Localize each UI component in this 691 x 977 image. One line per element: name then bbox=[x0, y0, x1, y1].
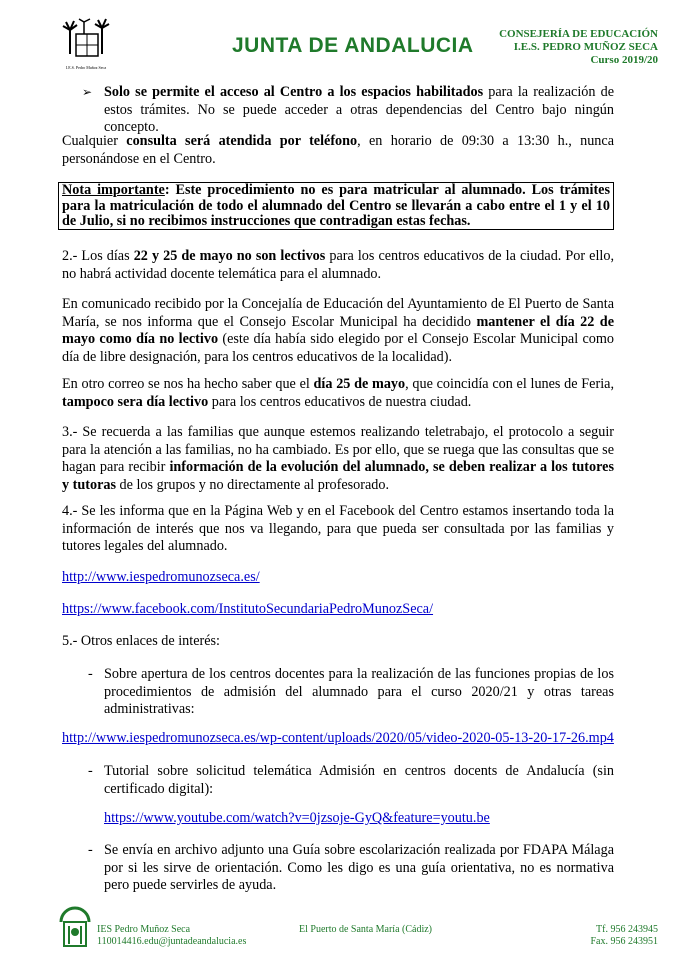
paragraph-section3 bbox=[62, 424, 614, 494]
phone-bold: consulta será atendida por teléfono bbox=[126, 133, 358, 149]
list-item-admision: Sobre apertura de los centros docentes para la realización de las funciones propias de los procedimientos de admisión del alumnado para el curso 2020/21 y otras tareas administrativas: bbox=[104, 666, 614, 717]
access-text: para la realización de estos trámites. No se puede acceder a otras dependencias del Centro bajo ningún concepto. bbox=[104, 84, 614, 135]
feria-bold1: día 25 de mayo bbox=[313, 376, 406, 392]
footer-city: El Puerto de Santa María (Cádiz) bbox=[299, 924, 433, 935]
paragraph-section4: 4.- Se les informa que en la Página Web y en el Facebook del Centro estamos insertando toda la información de interés que nos va llegando, para que pueda ser consultada por las familias y tutores legales del alumnado. bbox=[62, 503, 614, 554]
logo-caption: I.E.S. Pedro Muñoz Seca bbox=[65, 65, 107, 70]
video-link[interactable]: http://www.iespedromunozseca.es/wp-content/uploads/2020/05/video-2020-05-13-20-17-26.mp4 bbox=[62, 730, 614, 746]
dash-bullet: - bbox=[88, 842, 93, 858]
page-title: JUNTA DE ANDALUCIA bbox=[232, 34, 474, 57]
dash-bullet: - bbox=[88, 763, 93, 779]
conc-bold: mantener el día 22 de mayo como día no lectivo bbox=[62, 313, 614, 347]
phone-text-a: Cualquier bbox=[62, 133, 127, 149]
website-link[interactable]: http://www.iespedromunozseca.es/ bbox=[62, 569, 260, 585]
conc-c: (este día había sido elegido por el Consejo Escolar Municipal como día de libre designación, para los centros educativos de la localidad). bbox=[62, 331, 615, 365]
footer-school: IES Pedro Muñoz Seca bbox=[97, 924, 191, 935]
feria-c: , que coincidía con el lunes de Feria, bbox=[405, 376, 614, 392]
header-institution bbox=[499, 28, 658, 67]
header-line3: Curso 2019/20 bbox=[590, 54, 658, 66]
facebook-link[interactable]: https://www.facebook.com/InstitutoSecundariaPedroMunozSeca/ bbox=[62, 601, 434, 617]
footer-email: 110014416.edu@juntadeandalucia.es bbox=[97, 936, 247, 947]
phone-text-c: , en horario de 09:30 a 13:30 h., nunca personándose en el Centro. bbox=[62, 133, 614, 167]
access-bold: Solo se permite el acceso al Centro a los espacios habilitados bbox=[104, 84, 484, 100]
paragraph-phone bbox=[62, 133, 614, 168]
paragraph-concejalia bbox=[62, 296, 614, 366]
header-line1: CONSEJERÍA DE EDUCACIÓN bbox=[499, 28, 658, 40]
paragraph-access bbox=[104, 84, 614, 137]
paragraph-feria bbox=[62, 376, 614, 411]
sec3-bold: información de la evolución del alumnado, se deben realizar a los tutores y tutoras bbox=[62, 459, 614, 493]
school-logo bbox=[60, 14, 112, 70]
sec2-c: para los centros educativos de la ciudad. Por ello, no habrá actividad docente telemática para el alumnado. bbox=[62, 248, 614, 282]
note-text: : Este procedimiento no es para matricular al alumnado. Los trámites para la matriculación de todo el alumnado del Centro se llevarán a cabo entre el 1 y el 10 de Julio, si no recibimos instrucciones que contradigan estas fechas. bbox=[62, 182, 610, 229]
conc-a: En comunicado recibido por la Concejalía de Educación del Ayuntamiento de El Puerto de Santa María, se nos informa que el Consejo Escolar Municipal ha decidido bbox=[62, 296, 614, 330]
feria-bold2: tampoco sera día lectivo bbox=[62, 393, 209, 410]
header-line2: I.E.S. PEDRO MUÑOZ SECA bbox=[513, 41, 658, 53]
sec2-bold: 22 y 25 de mayo no son lectivos bbox=[133, 248, 326, 264]
paragraph-section2 bbox=[62, 248, 614, 283]
dash-bullet: - bbox=[88, 666, 93, 682]
important-note-box bbox=[58, 182, 614, 230]
youtube-link[interactable]: https://www.youtube.com/watch?v=0jzsoje-GyQ&feature=youtu.be bbox=[104, 810, 490, 826]
junta-logo-icon bbox=[58, 898, 92, 950]
arrow-bullet-icon: ➢ bbox=[82, 85, 93, 99]
footer-fax: Fax. 956 243951 bbox=[590, 936, 658, 947]
feria-a: En otro correo se nos ha hecho saber que el bbox=[62, 376, 314, 392]
list-item-tutorial: Tutorial sobre solicitud telemática Admisión en centros docents de Andalucía (sin certificado digital): bbox=[104, 763, 614, 797]
paragraph-section5: 5.- Otros enlaces de interés: bbox=[62, 633, 220, 649]
sec2-a: 2.- Los días bbox=[62, 248, 134, 264]
sec3-a: 3.- Se recuerda a las familias que aunque estemos realizando teletrabajo, el protocolo a seguir para la atención a las familias, no ha cambiado. Es por ello, que se ruega que las consultas que se hagan para recibir bbox=[62, 424, 614, 475]
list-item-guia: Se envía en archivo adjunto una Guía sobre escolarización realizada por FDAPA Málaga por si les sirve de orientación. Como les digo es una guía orientativa, no es normativa pero puede servirles de ayuda. bbox=[104, 842, 614, 893]
footer-phone: Tf. 956 243945 bbox=[596, 924, 658, 935]
note-label: Nota importante bbox=[62, 182, 165, 198]
sec3-c: de los grupos y no directamente al profesorado. bbox=[116, 476, 390, 493]
feria-e: para los centros educativos de nuestra ciudad. bbox=[208, 393, 472, 410]
